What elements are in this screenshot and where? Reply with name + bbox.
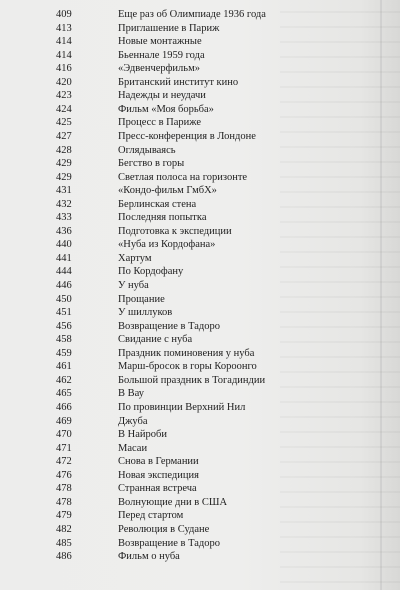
- toc-entry-title: Свидание с нуба: [118, 334, 193, 346]
- toc-page-number: 413: [56, 22, 72, 34]
- toc-entry-title: Возвращение в Тадоро: [118, 537, 221, 549]
- toc-page-number: 423: [56, 90, 72, 102]
- toc-entry-title: По Кордофану: [118, 266, 184, 278]
- toc-page-number: 433: [56, 212, 72, 224]
- toc-page-number: 420: [56, 76, 72, 88]
- toc-entry: [0, 238, 330, 252]
- toc-entry-title: Фильм о нуба: [118, 551, 180, 562]
- toc-entry-title: Еще раз об Олимпиаде 1936 года: [118, 9, 266, 20]
- toc-page-number: 479: [56, 510, 72, 522]
- toc-entry: [0, 387, 330, 401]
- toc-entry: [0, 265, 330, 279]
- toc-entry: [0, 428, 330, 442]
- toc-entry: [0, 252, 330, 266]
- toc-entry: [0, 49, 330, 63]
- toc-entry-title: По провинции Верхний Нил: [118, 402, 246, 413]
- toc-entry-title: В Найроби: [118, 429, 167, 441]
- toc-entry-title: Масаи: [118, 442, 148, 454]
- toc-page-number: 450: [56, 293, 72, 305]
- toc-entry-title: Последняя попытка: [118, 212, 207, 224]
- toc-page-number: 425: [56, 117, 72, 129]
- toc-entry: [0, 8, 330, 22]
- toc-page-number: 478: [56, 496, 72, 508]
- toc-entry: [0, 320, 330, 334]
- toc-entry: [0, 62, 330, 76]
- toc-entry-title: У нуба: [118, 280, 149, 291]
- toc-entry-title: Светлая полоса на горизонте: [118, 171, 248, 183]
- toc-entry-title: Британский институт кино: [118, 76, 239, 88]
- toc-entry-title: Оглядываясь: [118, 144, 176, 156]
- toc-entry: [0, 509, 330, 523]
- toc-page-number: 469: [56, 415, 72, 427]
- toc-page-number: 436: [56, 225, 72, 237]
- toc-entry: [0, 293, 330, 307]
- toc-page-number: 440: [56, 239, 72, 251]
- toc-entry-title: «Нуба из Кордофана»: [118, 239, 216, 251]
- toc-page-number: 416: [56, 63, 72, 75]
- toc-page-number: 414: [56, 36, 72, 48]
- toc-entry-title: Фильм «Моя борьба»: [118, 103, 214, 115]
- toc-page-number: 429: [56, 171, 72, 183]
- toc-page-number: 431: [56, 185, 72, 197]
- toc-entry: [0, 89, 330, 103]
- toc-page-number: 459: [56, 347, 72, 359]
- toc-entry-title: Праздник поминовения у нуба: [118, 347, 255, 359]
- toc-entry-title: Хартум: [118, 252, 152, 264]
- toc-entry: [0, 374, 330, 388]
- toc-page-number: 458: [56, 334, 72, 346]
- toc-page-number: 444: [56, 266, 72, 278]
- toc-entry: [0, 76, 330, 90]
- toc-page-number: 466: [56, 402, 72, 413]
- toc-entry: [0, 144, 330, 158]
- toc-page-number: 424: [56, 103, 72, 115]
- toc-entry: [0, 103, 330, 117]
- toc-entry: [0, 360, 330, 374]
- toc-entry-title: Берлинская стена: [118, 198, 197, 210]
- toc-entry: [0, 306, 330, 320]
- toc-entry: [0, 482, 330, 496]
- toc-entry-title: Революция в Судане: [118, 523, 210, 535]
- toc-page-number: 462: [56, 374, 72, 386]
- toc-page-number: 428: [56, 144, 72, 156]
- toc-entry-title: Пресс-конференция в Лондоне: [118, 130, 256, 142]
- toc-entry: [0, 157, 330, 171]
- toc-page-number: 432: [56, 198, 72, 210]
- toc-page-number: 486: [56, 551, 72, 562]
- toc-entry: [0, 496, 330, 510]
- toc-entry: [0, 537, 330, 551]
- toc-entry-title: Новые монтажные: [118, 36, 202, 48]
- toc-entry-title: Большой праздник в Тогадиндии: [118, 374, 266, 386]
- toc-entry: [0, 22, 330, 36]
- toc-entry: [0, 198, 330, 212]
- toc-page-number: 485: [56, 537, 72, 549]
- toc-entry-title: Новая экспедиция: [118, 469, 199, 481]
- toc-page-number: 451: [56, 307, 72, 319]
- toc-entry: [0, 550, 330, 564]
- toc-entry-title: Джуба: [118, 415, 148, 427]
- toc-entry-title: Снова в Германии: [118, 456, 199, 468]
- toc-entry-title: Бьеннале 1959 года: [118, 49, 205, 61]
- toc-entry: [0, 401, 330, 415]
- toc-entry-title: Возвращение в Тадоро: [118, 320, 221, 332]
- toc-entry: [0, 35, 330, 49]
- toc-page-number: 482: [56, 523, 72, 535]
- toc-page-number: 476: [56, 469, 72, 481]
- toc-entry-title: Подготовка к экспедиции: [118, 225, 232, 237]
- toc-entry: [0, 130, 330, 144]
- toc-page-number: 456: [56, 320, 72, 332]
- toc-entry-title: Странная встреча: [118, 483, 197, 495]
- toc-entry: [0, 523, 330, 537]
- toc-entry-title: Марш-бросок в горы Короонго: [118, 361, 257, 373]
- toc-page-number: 414: [56, 49, 72, 61]
- toc-page-number: 441: [56, 252, 72, 264]
- toc-entry-title: Приглашение в Париж: [118, 22, 220, 34]
- toc-page-number: 446: [56, 280, 72, 291]
- toc-entry: [0, 116, 330, 130]
- toc-entry: [0, 171, 330, 185]
- toc-page-number: 472: [56, 456, 72, 468]
- toc-page-number: 471: [56, 442, 72, 454]
- toc-entry: [0, 415, 330, 429]
- toc-entry-title: Волнующие дни в США: [118, 496, 228, 508]
- toc-entry: [0, 333, 330, 347]
- toc-entry: [0, 279, 330, 293]
- toc-entry: [0, 184, 330, 198]
- toc-entry: [0, 442, 330, 456]
- toc-page-number: 429: [56, 158, 72, 170]
- toc-entry-title: «Кондо-фильм ГмбХ»: [118, 185, 217, 197]
- toc-entry-title: Бегство в горы: [118, 158, 185, 170]
- toc-entry-title: В Вау: [118, 388, 145, 400]
- toc-entry-title: У шиллуков: [118, 307, 173, 319]
- toc-entry: [0, 211, 330, 225]
- toc-entry-title: Перед стартом: [118, 510, 184, 522]
- toc-page-number: 470: [56, 429, 72, 441]
- toc-entry: [0, 347, 330, 361]
- page-fold-shadow: [380, 0, 382, 590]
- toc-entry: [0, 469, 330, 483]
- toc-entry: [0, 455, 330, 469]
- toc-page-number: 465: [56, 388, 72, 400]
- toc-page-number: 409: [56, 9, 72, 20]
- toc-entry-title: Прощание: [118, 293, 165, 305]
- toc-page-number: 427: [56, 130, 72, 142]
- toc-entry-title: Надежды и неудачи: [118, 90, 206, 102]
- toc-entry: [0, 225, 330, 239]
- toc-page-number: 461: [56, 361, 72, 373]
- toc-page-number: 478: [56, 483, 72, 495]
- toc-entry-title: Процесс в Париже: [118, 117, 202, 129]
- toc-entry-title: «Эдвенчерфильм»: [118, 63, 200, 75]
